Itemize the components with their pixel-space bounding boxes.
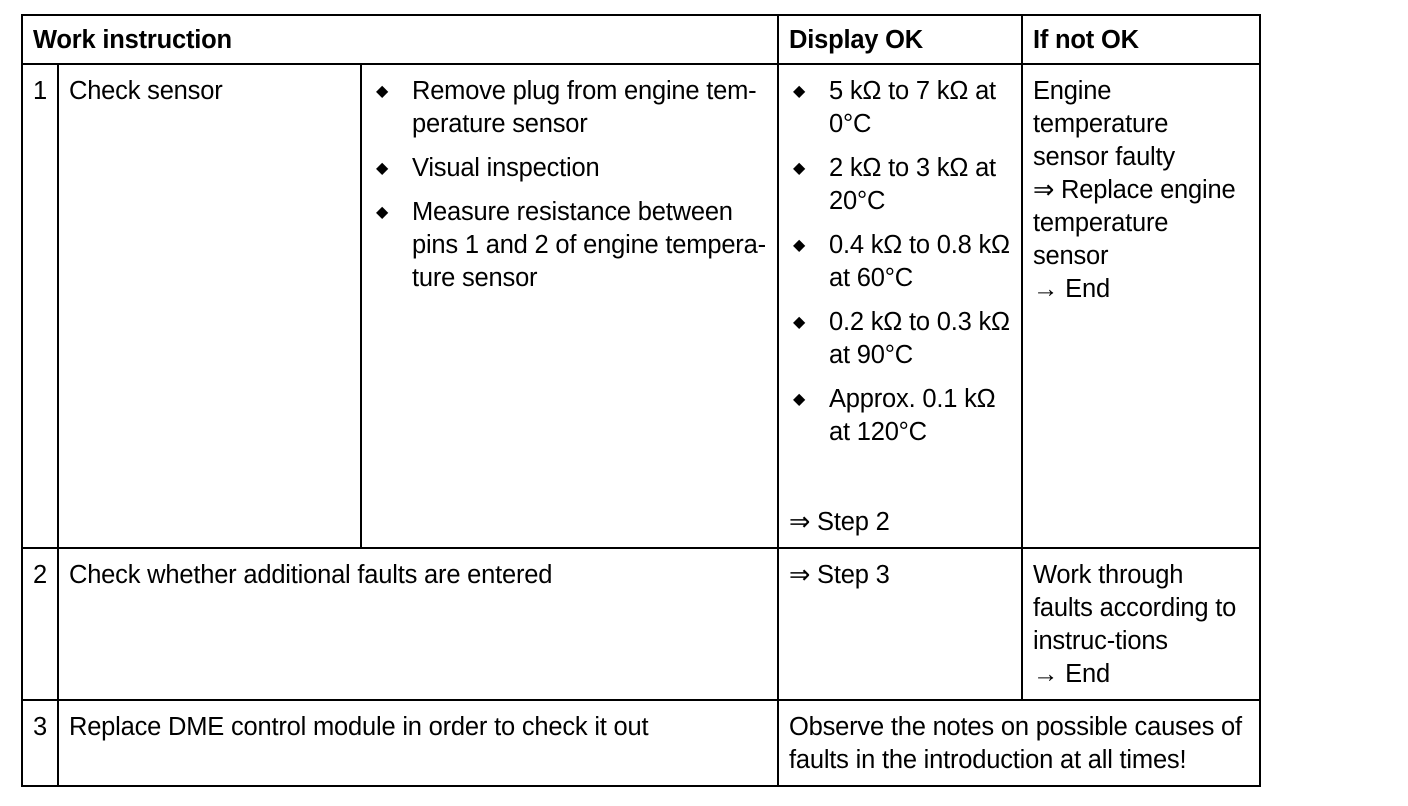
header-work-instruction: Work instruction	[22, 15, 778, 64]
ok-value-item: ◆ 0.2 kΩ to 0.3 kΩ at 90°C	[792, 308, 1010, 369]
row-1-next-step: ⇒ Step 2	[788, 508, 890, 536]
work-instruction-table	[21, 14, 1261, 787]
header-display-ok: Display OK	[778, 15, 1022, 64]
diamond-bullet-icon: ◆	[375, 83, 389, 100]
row-1-number: 1	[22, 64, 58, 548]
diamond-bullet-icon: ◆	[375, 204, 389, 221]
diamond-bullet-icon: ◆	[792, 314, 806, 331]
header-row	[22, 15, 1260, 64]
row-1-end-text: → End	[1032, 275, 1110, 303]
table-row-3	[22, 700, 1260, 786]
table-row-1	[22, 64, 1260, 548]
diamond-bullet-icon: ◆	[375, 160, 389, 177]
row-1-instructions	[361, 64, 778, 548]
row-2-step: Check whether additional faults are entered	[58, 548, 778, 700]
row-1-action-text: ⇒ Replace engine temperature sensor	[1032, 176, 1236, 270]
instruction-item: ◆ Visual inspection	[372, 152, 767, 185]
diamond-bullet-icon: ◆	[792, 83, 806, 100]
diamond-bullet-icon: ◆	[792, 160, 806, 177]
instruction-item: ◆ Remove plug from engine tem-perature sensor	[375, 77, 757, 138]
row-2-action-text: Work through faults according to instruc-tions	[1032, 561, 1237, 655]
row-2-number: 2	[22, 548, 58, 700]
row-1-step: Check sensor	[58, 64, 361, 548]
row-1-if-not-ok	[1022, 64, 1260, 548]
table-row-2	[22, 548, 1260, 700]
row-2-if-not-ok	[1022, 548, 1260, 700]
header-if-not-ok: If not OK	[1022, 15, 1260, 64]
instruction-list	[372, 75, 767, 295]
row-3-number: 3	[22, 700, 58, 786]
row-1-fault-text: Engine temperature sensor faulty	[1032, 77, 1175, 171]
row-3-note: Observe the notes on possible causes of faults in the introduction at all times!	[778, 700, 1260, 786]
row-2-end-text: → End	[1032, 660, 1110, 688]
ok-value-list	[789, 75, 1011, 449]
ok-value-item: ◆ 5 kΩ to 7 kΩ at 0°C	[792, 77, 996, 138]
ok-value-item: ◆ 0.4 kΩ to 0.8 kΩ at 60°C	[792, 231, 1010, 292]
instruction-item: ◆ Measure resistance between pins 1 and 2 of engine tempera-ture sensor	[375, 198, 766, 292]
row-1-display-ok	[778, 64, 1022, 548]
row-2-display-ok: ⇒ Step 3	[778, 548, 1022, 700]
ok-value-item: ◆ Approx. 0.1 kΩ at 120°C	[792, 385, 996, 446]
row-3-step: Replace DME control module in order to check it out	[58, 700, 778, 786]
ok-value-item: ◆ 2 kΩ to 3 kΩ at 20°C	[792, 154, 996, 215]
diamond-bullet-icon: ◆	[792, 237, 806, 254]
diamond-bullet-icon: ◆	[792, 391, 806, 408]
